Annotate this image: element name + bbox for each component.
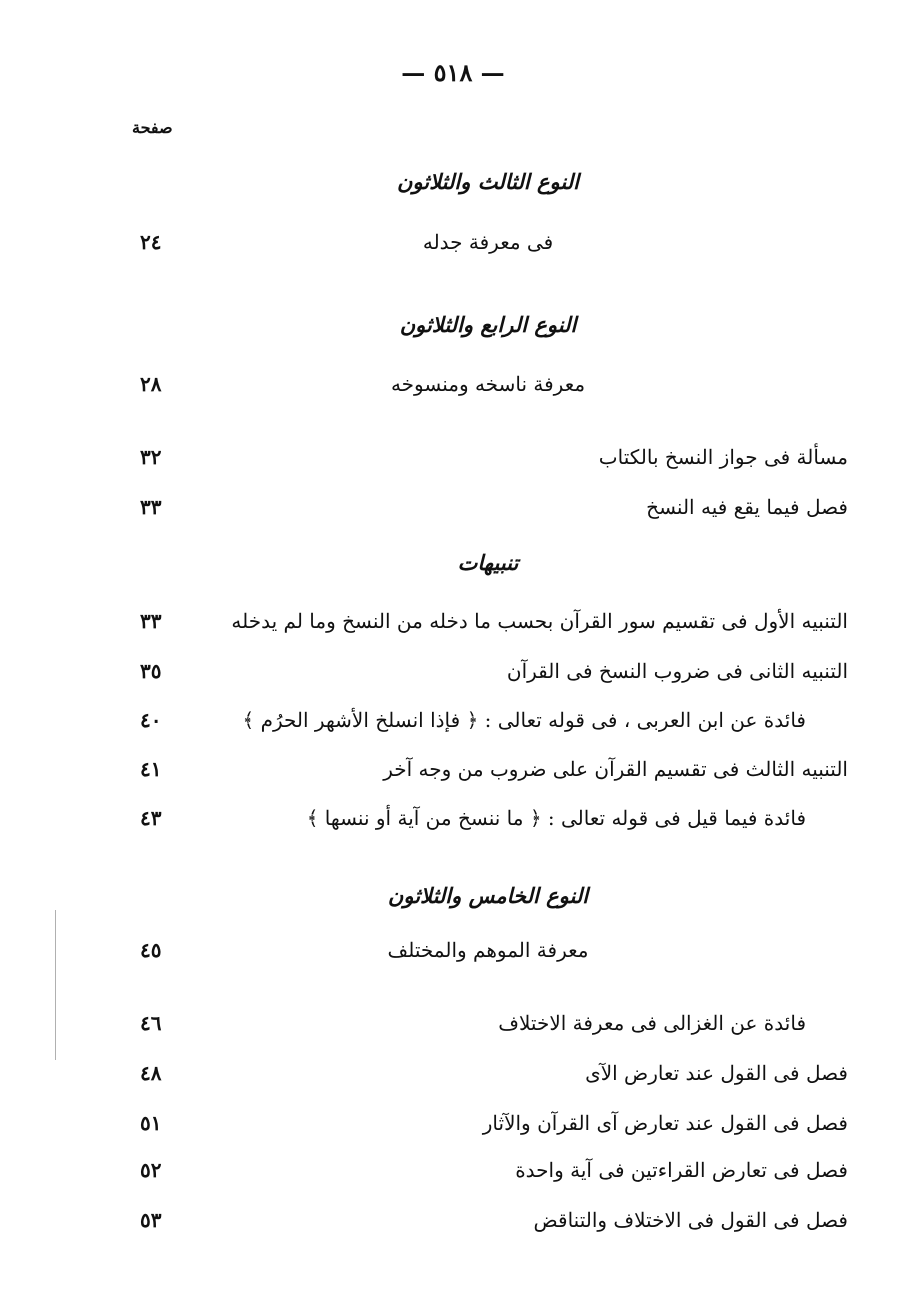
entry-page-number: ٢٨	[140, 372, 162, 396]
entry-page-number: ٢٤	[140, 230, 162, 254]
toc-row	[0, 162, 906, 202]
toc-row	[0, 1150, 906, 1190]
page-number: — ٥١٨ —	[401, 58, 505, 87]
entry-title: فائدة عن الغزالى فى معرفة الاختلاف	[498, 1011, 806, 1035]
entry-title: فى معرفة جدله	[422, 230, 554, 254]
toc-row	[0, 1003, 906, 1043]
toc-row	[0, 876, 906, 916]
entry-page-number: ٣٥	[140, 659, 162, 683]
toc-row	[0, 1200, 906, 1240]
entry-page-number: ٥٣	[140, 1208, 162, 1232]
section-heading: تنبيهات	[457, 550, 519, 575]
page-column-label: صفحة	[132, 118, 173, 137]
entry-page-number: ٤٥	[140, 938, 162, 962]
toc-row	[0, 487, 906, 527]
entry-title: التنبيه الأول فى تقسيم سور القرآن بحسب ما دخله من النسخ وما لم يدخله	[231, 609, 848, 633]
entry-page-number: ٥١	[140, 1111, 162, 1135]
toc-row	[0, 1053, 906, 1093]
entry-page-number: ٥٢	[140, 1158, 162, 1182]
entry-page-number: ٤٦	[140, 1011, 162, 1035]
toc-row	[0, 601, 906, 641]
toc-row	[0, 749, 906, 789]
entry-page-number: ٣٣	[140, 495, 162, 519]
toc-row	[0, 437, 906, 477]
section-heading: النوع الرابع والثلاثون	[399, 312, 577, 337]
entry-page-number: ٤٣	[140, 806, 162, 830]
toc-row	[0, 930, 906, 970]
entry-title: فصل فى القول عند تعارض آى القرآن والآثار	[482, 1111, 848, 1135]
toc-row	[0, 305, 906, 345]
toc-row	[0, 798, 906, 838]
entry-page-number: ٣٣	[140, 609, 162, 633]
entry-title: مسألة فى جواز النسخ بالكتاب	[598, 445, 848, 469]
entry-title: معرفة الموهم والمختلف	[387, 938, 589, 962]
margin-rule	[55, 910, 56, 1060]
toc-row	[0, 1103, 906, 1143]
entry-title: فصل فى تعارض القراءتين فى آية واحدة	[515, 1158, 848, 1182]
entry-title: فصل فى القول عند تعارض الآى	[585, 1061, 848, 1085]
entry-title: التنبيه الثانى فى ضروب النسخ فى القرآن	[506, 659, 848, 683]
entry-page-number: ٣٢	[140, 445, 162, 469]
section-heading: النوع الثالث والثلاثون	[397, 169, 579, 194]
entry-page-number: ٤١	[140, 757, 162, 781]
entry-title: فائدة عن ابن العربى ، فى قوله تعالى : ﴿ فإذا انسلخ الأشهر الحرُم ﴾	[242, 708, 806, 732]
toc-row	[0, 543, 906, 583]
section-heading: النوع الخامس والثلاثون	[387, 883, 589, 908]
toc-row	[0, 364, 906, 404]
entry-title: فصل فى القول فى الاختلاف والتناقض	[533, 1208, 848, 1232]
entry-title: فصل فيما يقع فيه النسخ	[646, 495, 848, 519]
toc-row	[0, 700, 906, 740]
entry-title: معرفة ناسخه ومنسوخه	[390, 372, 586, 396]
entry-page-number: ٤٨	[140, 1061, 162, 1085]
entry-title: فائدة فيما قيل فى قوله تعالى : ﴿ ما ننسخ من آية أو ننسها ﴾	[306, 806, 806, 830]
toc-row	[0, 651, 906, 691]
toc-row	[0, 222, 906, 262]
entry-title: التنبيه الثالث فى تقسيم القرآن على ضروب من وجه آخر	[383, 757, 848, 781]
entry-page-number: ٤٠	[140, 708, 162, 732]
